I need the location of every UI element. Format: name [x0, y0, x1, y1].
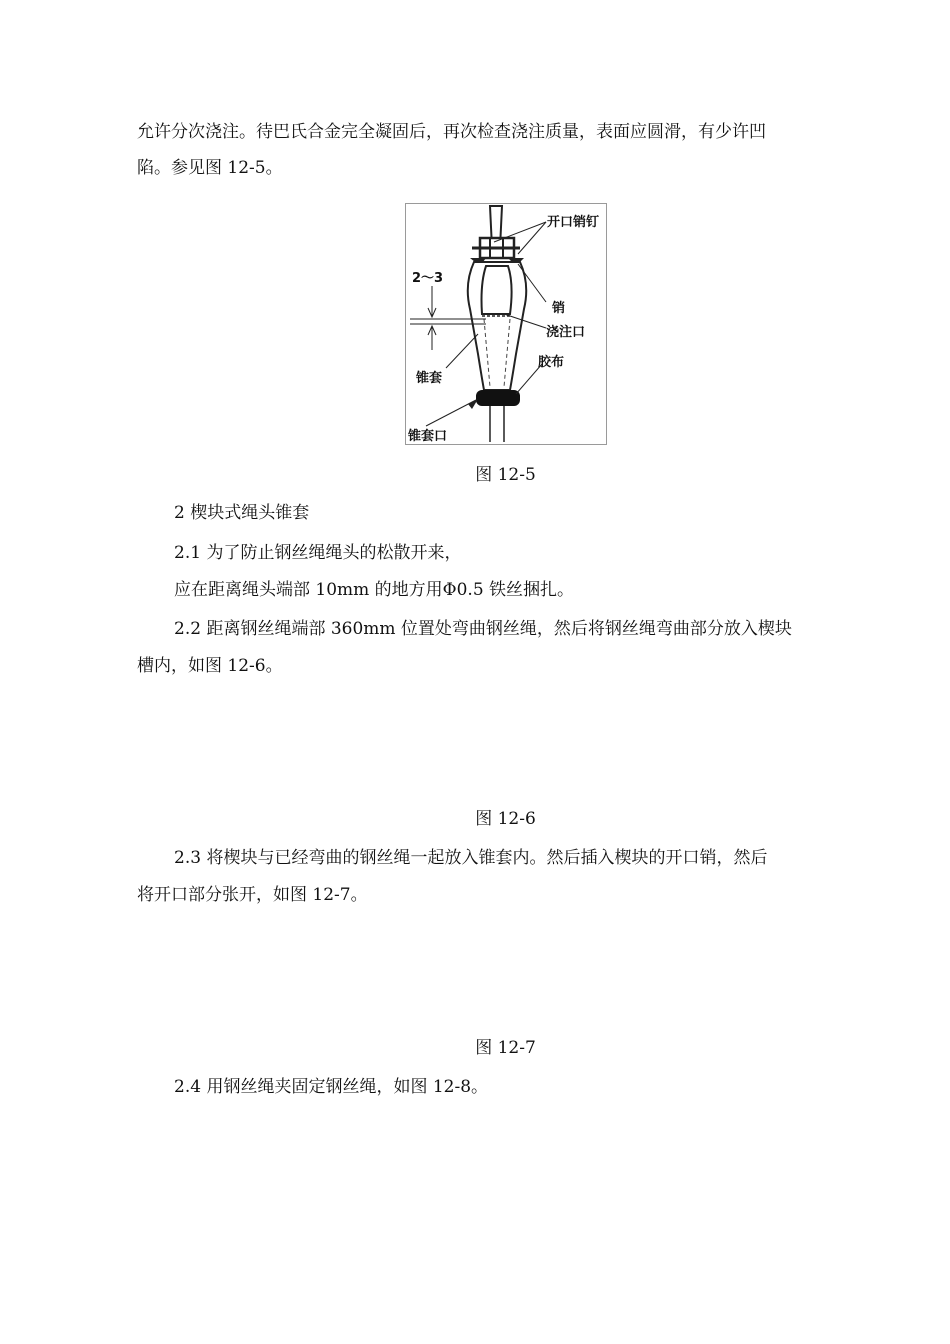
paragraph-line: 2.1 为了防止钢丝绳绳头的松散开来， — [174, 543, 462, 563]
label-cotter-pin: 开口销钉 — [547, 215, 600, 230]
paragraph-line: 允许分次浇注。待巴氏合金完全凝固后，再次检查浇注质量，表面应圆滑，有少许凹 — [137, 122, 766, 142]
label-cone-sleeve: 锥套 — [416, 371, 443, 386]
paragraph-line: 陷。参见图 12-5。 — [137, 158, 283, 178]
paragraph-line: 2.4 用钢丝绳夹固定钢丝绳，如图 12-8。 — [174, 1077, 489, 1097]
figure-caption: 图 12-6 — [475, 809, 536, 829]
label-pour-opening: 浇注口 — [546, 325, 586, 340]
paragraph-line: 槽内，如图 12-6。 — [137, 656, 283, 676]
label-pin: 销 — [552, 301, 566, 316]
paragraph-line: 将开口部分张开，如图 12-7。 — [137, 885, 368, 905]
figure-12-5 — [405, 203, 607, 445]
paragraph-line: 应在距离绳头端部 10mm 的地方用Φ0.5 铁丝捆扎。 — [174, 580, 575, 600]
tape-band — [476, 390, 520, 406]
paragraph-line: 2.3 将楔块与已经弯曲的钢丝绳一起放入锥套内。然后插入楔块的开口销，然后 — [174, 848, 768, 868]
inner-cavity — [482, 266, 512, 314]
label-dimension: 2～3 — [412, 271, 444, 286]
paragraph-line: 2.2 距离钢丝绳端部 360mm 位置处弯曲钢丝绳，然后将钢丝绳弯曲部分放入楔块 — [174, 619, 792, 639]
label-sleeve-opening: 锥套口 — [408, 429, 448, 444]
cone-sleeve-diagram — [406, 204, 606, 444]
figure-caption: 图 12-5 — [475, 465, 536, 485]
section-heading: 2 楔块式绳头锥套 — [174, 503, 310, 523]
figure-caption: 图 12-7 — [475, 1038, 536, 1058]
label-tape: 胶布 — [538, 355, 565, 370]
